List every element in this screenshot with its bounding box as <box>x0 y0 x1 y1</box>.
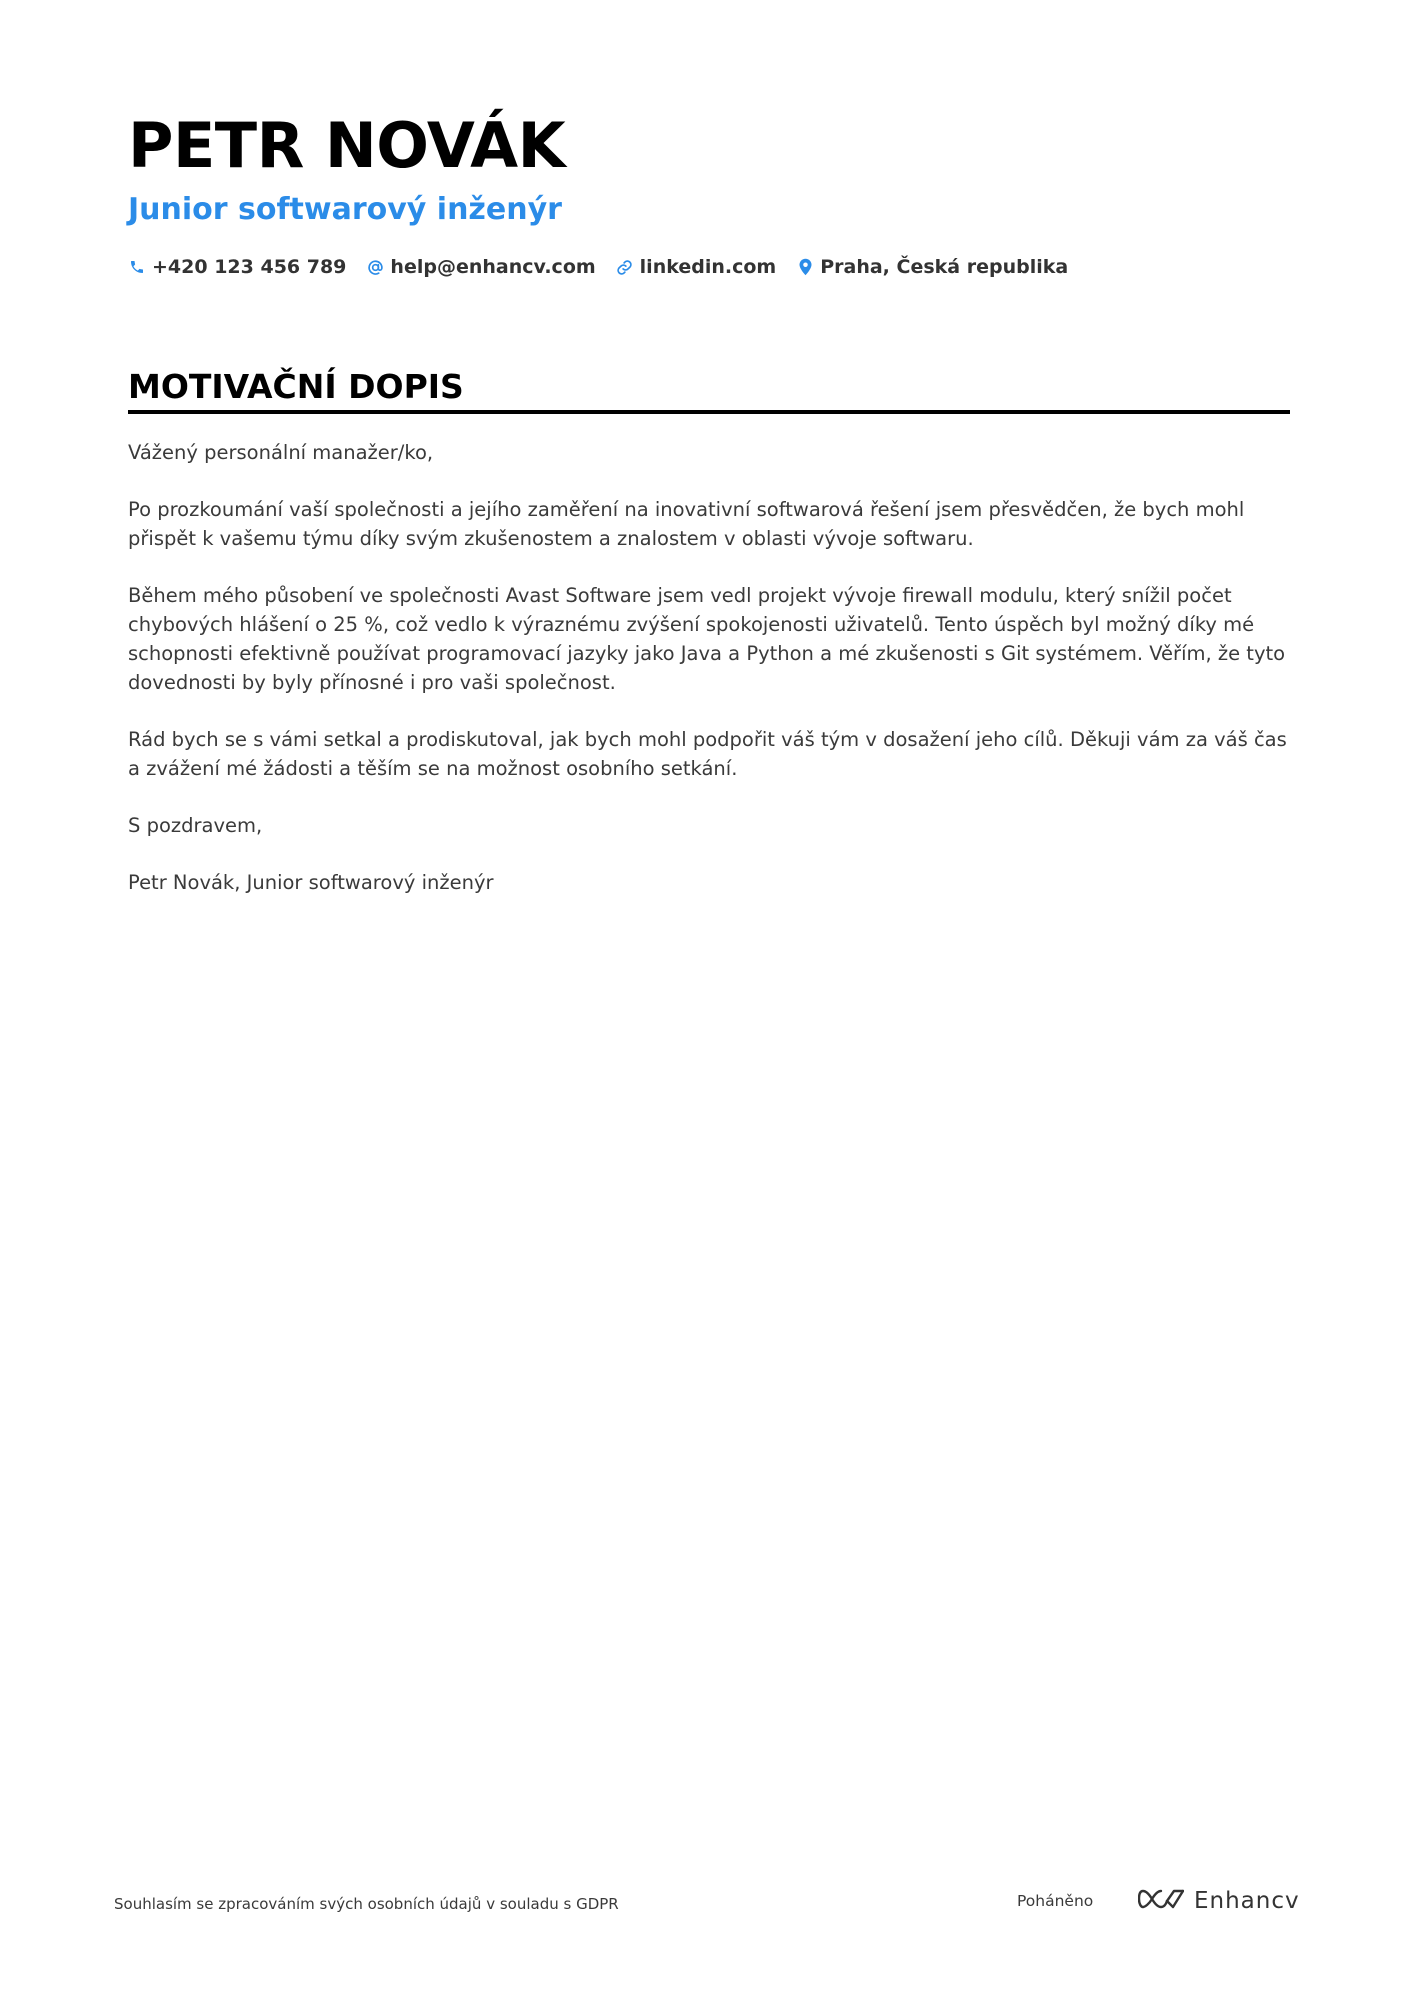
at-icon <box>366 258 384 276</box>
contact-location-text: Praha, Česká republika <box>820 256 1069 278</box>
letter-body <box>128 438 1290 925</box>
powered-by-label: Poháněno <box>1017 1892 1094 1910</box>
link-icon <box>616 258 634 276</box>
phone-icon <box>128 258 146 276</box>
contact-email <box>366 256 595 278</box>
contact-phone-text: +420 123 456 789 <box>152 256 347 278</box>
job-title: Junior softwarový inženýr <box>128 192 562 227</box>
section-title: MOTIVAČNÍ DOPIS <box>128 367 464 406</box>
candidate-name: PETR NOVÁK <box>128 109 566 182</box>
contact-bar <box>128 252 1068 282</box>
enhancv-logo-icon <box>1138 1886 1184 1917</box>
letter-paragraph: Po prozkoumání vaší společnosti a jejího zaměření na inovativní softwarová řešení jsem přesvědčen, že bych mohl přispět k vašemu týmu díky svým zkušenostem a znalostem v oblasti vývoje softwaru. <box>128 498 1245 550</box>
contact-phone <box>128 256 346 278</box>
contact-linkedin <box>616 256 777 278</box>
contact-location <box>796 256 1068 278</box>
location-pin-icon <box>796 258 814 276</box>
letter-closing: S pozdravem, <box>128 814 263 837</box>
enhancv-wordmark: Enhancv <box>1194 1888 1300 1914</box>
gdpr-consent-text: Souhlasím se zpracováním svých osobních údajů v souladu s GDPR <box>114 1895 619 1913</box>
section-divider <box>128 410 1290 414</box>
contact-email-text: help@enhancv.com <box>390 256 596 278</box>
contact-linkedin-text: linkedin.com <box>639 256 777 278</box>
letter-greeting: Vážený personální manažer/ko, <box>128 441 434 464</box>
enhancv-logo[interactable] <box>1138 1884 1300 1918</box>
letter-signature: Petr Novák, Junior softwarový inženýr <box>128 871 494 894</box>
letter-paragraph: Rád bych se s vámi setkal a prodiskutoval, jak bych mohl podpořit váš tým v dosažení jeho cílů. Děkuji vám za váš čas a zvážení mé žádosti a těším se na možnost osobního setkání. <box>128 728 1287 780</box>
letter-paragraph: Během mého působení ve společnosti Avast Software jsem vedl projekt vývoje firewall modulu, který snížil počet chybových hlášení o 25 %, což vedlo k výraznému zvýšení spokojenosti uživatelů. Tento úspěch byl možný díky mé schopnosti efektivně používat programovací jazyky jako Java a Python a mé zkušenosti s Git systémem. Věřím, že tyto dovednosti by byly přínosné i pro vaši společnost. <box>128 584 1286 694</box>
